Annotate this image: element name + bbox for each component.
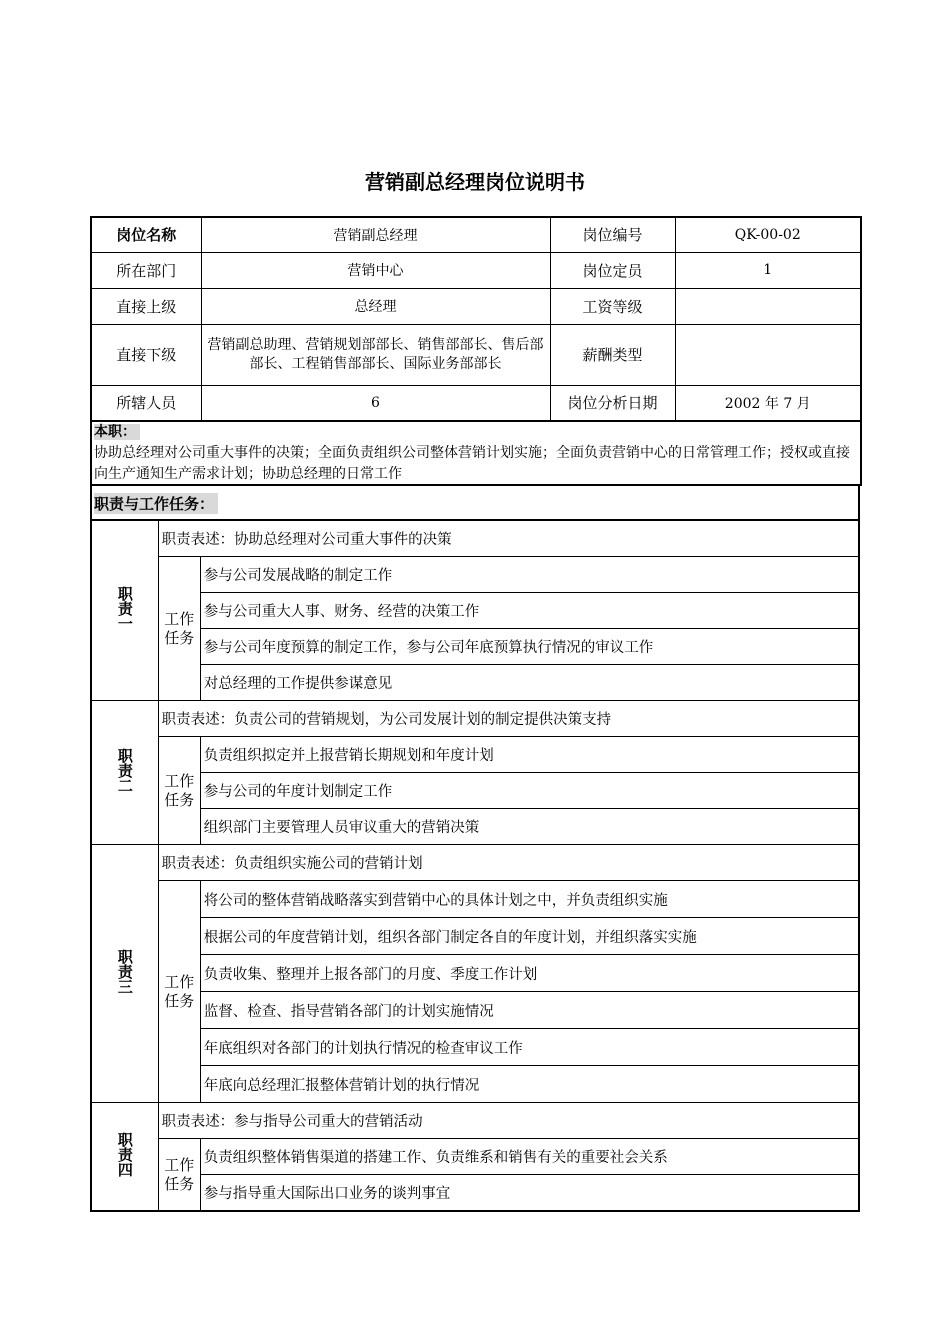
duty-4-task: 负责组织整体销售渠道的搭建工作、负责维系和销售有关的重要社会关系: [200, 1139, 859, 1175]
duty-1-task: 参与公司重大人事、财务、经营的决策工作: [200, 593, 859, 629]
label-subordinates: 直接下级: [91, 324, 201, 385]
label-position-name: 岗位名称: [91, 217, 201, 252]
duties-header-label: 职责与工作任务：: [94, 493, 218, 514]
duty-3-task: 年底向总经理汇报整体营销计划的执行情况: [200, 1066, 859, 1103]
value-analysis-date: 2002 年 7 月: [675, 385, 861, 421]
value-staff: 6: [201, 385, 550, 421]
duty-1-description: 职责表述：协助总经理对公司重大事件的决策: [158, 520, 859, 557]
duty-2-task: 组织部门主要管理人员审议重大的营销决策: [200, 809, 859, 845]
duty-4-label: 职责四: [91, 1103, 158, 1212]
value-salary-grade: [675, 288, 861, 324]
duty-3-task: 监督、检查、指导营销各部门的计划实施情况: [200, 992, 859, 1029]
duty-2-task: 参与公司的年度计划制定工作: [200, 773, 859, 809]
duty-3-task-label: 工作任务: [158, 881, 200, 1103]
label-superior: 直接上级: [91, 288, 201, 324]
label-headcount: 岗位定员: [550, 252, 675, 288]
duty-1-task-label: 工作任务: [158, 557, 200, 701]
main-duty-text: 协助总经理对公司重大事件的决策；全面负责组织公司整体营销计划实施；全面负责营销中心的日常管理工作；授权或直接向生产通知生产需求计划；协助总经理的日常工作: [94, 445, 850, 482]
duty-1-label: 职责一: [91, 520, 158, 701]
main-duty-section: [90, 422, 862, 486]
label-staff: 所辖人员: [91, 385, 201, 421]
duty-2-label: 职责二: [91, 701, 158, 845]
duty-2-task: 负责组织拟定并上报营销长期规划和年度计划: [200, 737, 859, 773]
duty-1-task: 参与公司发展战略的制定工作: [200, 557, 859, 593]
value-subordinates: 营销副总助理、营销规划部部长、销售部部长、售后部部长、工程销售部部长、国际业务部部长: [201, 324, 550, 385]
info-table: [90, 216, 862, 422]
duty-4-description: 职责表述：参与指导公司重大的营销活动: [158, 1103, 859, 1139]
duty-3-label: 职责三: [91, 845, 158, 1103]
duty-4-task: 参与指导重大国际出口业务的谈判事宜: [200, 1175, 859, 1212]
duty-4-task-label: 工作任务: [158, 1139, 200, 1212]
value-superior: 总经理: [201, 288, 550, 324]
value-headcount: 1: [675, 252, 861, 288]
label-analysis-date: 岗位分析日期: [550, 385, 675, 421]
duty-2-description: 职责表述：负责公司的营销规划，为公司发展计划的制定提供决策支持: [158, 701, 859, 737]
duty-3-task: 将公司的整体营销战略落实到营销中心的具体计划之中，并负责组织实施: [200, 881, 859, 918]
duty-1-task: 对总经理的工作提供参谋意见: [200, 665, 859, 701]
label-position-code: 岗位编号: [550, 217, 675, 252]
duties-table: [90, 519, 860, 1212]
label-salary-grade: 工资等级: [550, 288, 675, 324]
label-department: 所在部门: [91, 252, 201, 288]
main-duty-label: 本职：: [94, 424, 140, 440]
label-pay-type: 薪酬类型: [550, 324, 675, 385]
page-title: 营销副总经理岗位说明书: [365, 170, 585, 194]
duty-1-task: 参与公司年度预算的制定工作，参与公司年底预算执行情况的审议工作: [200, 629, 859, 665]
duties-header: [90, 485, 860, 519]
duty-2-task-label: 工作任务: [158, 737, 200, 845]
value-position-name: 营销副总经理: [201, 217, 550, 252]
duty-3-task: 年底组织对各部门的计划执行情况的检查审议工作: [200, 1029, 859, 1066]
duty-3-task: 负责收集、整理并上报各部门的月度、季度工作计划: [200, 955, 859, 992]
value-position-code: QK-00-02: [675, 217, 861, 252]
duty-3-task: 根据公司的年度营销计划，组织各部门制定各自的年度计划，并组织落实实施: [200, 918, 859, 955]
duty-3-description: 职责表述：负责组织实施公司的营销计划: [158, 845, 859, 881]
value-pay-type: [675, 324, 861, 385]
value-department: 营销中心: [201, 252, 550, 288]
